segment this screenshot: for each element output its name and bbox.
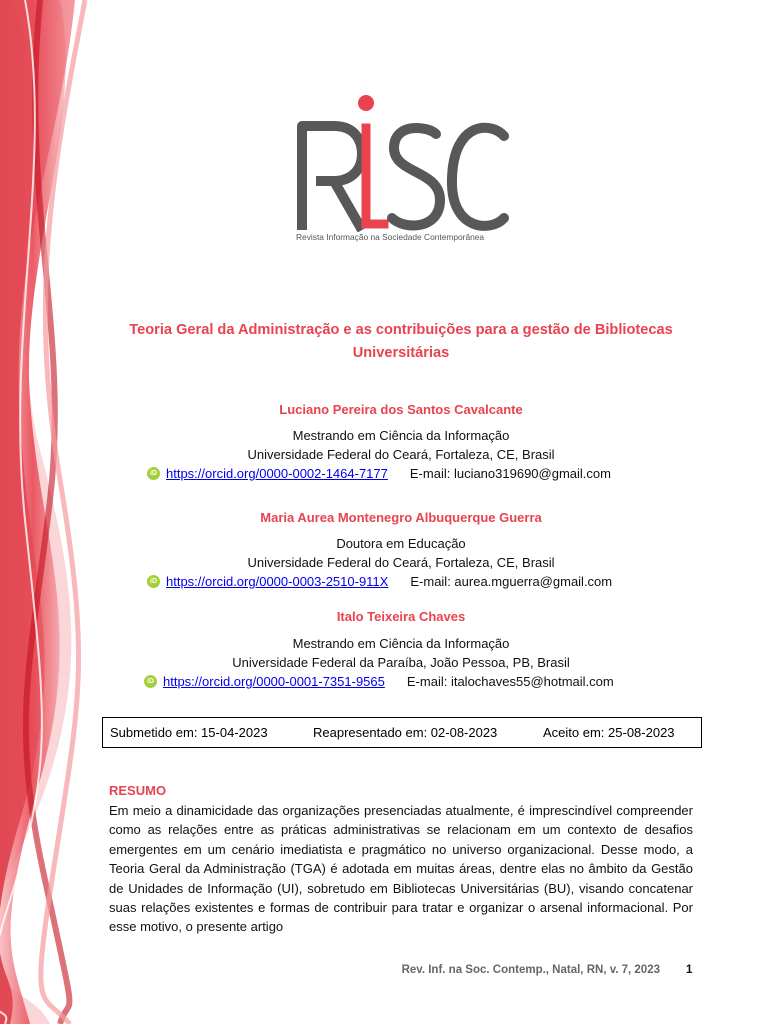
author-affiliation: Universidade Federal da Paraíba, João Pessoa, PB, Brasil — [232, 655, 570, 670]
author-name: Luciano Pereira dos Santos Cavalcante — [279, 402, 523, 417]
author-affiliation: Universidade Federal do Ceará, Fortaleza, CE, Brasil — [247, 555, 555, 570]
orcid-icon: iD — [147, 467, 160, 480]
abstract-heading: RESUMO — [109, 783, 167, 798]
decorative-ribbon — [0, 0, 95, 1024]
author-email: E-mail: aurea.mguerra@gmail.com — [410, 574, 613, 589]
author-email: E-mail: italochaves55@hotmail.com — [406, 674, 614, 689]
journal-subtitle: Revista Informação na Sociedade Contemporânea — [296, 232, 485, 242]
author-degree: Doutora em Educação — [336, 536, 466, 551]
abstract-text: Em meio a dinamicidade das organizações presenciadas atualmente, é imprescindível compreender como as relações entre as práticas administrativas se relacionam em um contexto de desafios emergentes em um cenário imediatista e pragmático no universo organizacional. Desse modo, a Teoria Geral da Administração (TGA) é adotada em muitas áreas, dentre elas no âmbito da Gestão de Unidades de Informação (UI), sobretudo em Bibliotecas Universitárias (BU), visando concatenar suas relações existentes e formas de contribuir para tratar e organizar o arsenal informacional. Por esse motivo, o presente artigo — [109, 803, 693, 935]
journal-logo — [296, 92, 511, 252]
resubmitted-date: Reapresentado em: 02-08-2023 — [313, 725, 498, 740]
orcid-icon: iD — [147, 575, 160, 588]
title-line-1: Teoria Geral da Administração e as contribuições para a gestão de Bibliotecas — [129, 322, 673, 338]
accepted-date: Aceito em: 25-08-2023 — [543, 725, 675, 740]
article-title — [100, 319, 702, 365]
author-contact — [147, 574, 612, 589]
author-degree: Mestrando em Ciência da Informação — [292, 428, 510, 443]
author-email: E-mail: luciano319690@gmail.com — [409, 466, 611, 481]
orcid-icon: iD — [144, 675, 157, 688]
footer-citation: Rev. Inf. na Soc. Contemp., Natal, RN, v. 7, 2023 — [401, 964, 660, 976]
author-name: Italo Teixeira Chaves — [336, 609, 466, 624]
author-contact — [144, 674, 614, 689]
author-name: Maria Aurea Montenegro Albuquerque Guerra — [260, 510, 542, 525]
page-number: 1 — [686, 964, 693, 976]
submission-dates-box — [102, 717, 702, 748]
risc-logo-mark — [296, 92, 511, 232]
title-line-2: Universitárias — [352, 345, 450, 361]
orcid-link[interactable]: https://orcid.org/0000-0002-1464-7177 — [166, 466, 388, 481]
submitted-date: Submetido em: 15-04-2023 — [110, 725, 268, 740]
author-contact — [147, 466, 611, 481]
orcid-link[interactable]: https://orcid.org/0000-0001-7351-9565 — [163, 674, 385, 689]
author-degree: Mestrando em Ciência da Informação — [292, 636, 510, 651]
author-affiliation: Universidade Federal do Ceará, Fortaleza, CE, Brasil — [247, 447, 555, 462]
orcid-link[interactable]: https://orcid.org/0000-0003-2510-911X — [166, 574, 389, 589]
